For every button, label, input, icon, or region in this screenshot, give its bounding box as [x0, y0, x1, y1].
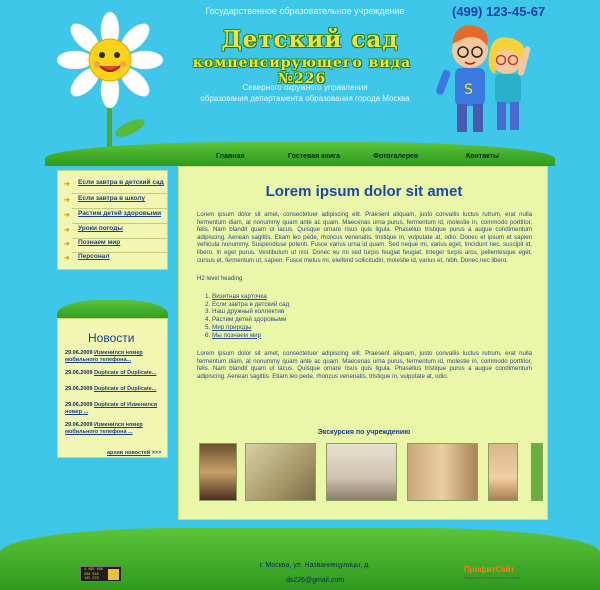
footer-address: г. Москва, ул. Названиецулицы, д. — [259, 562, 371, 569]
menu-divider — [72, 193, 167, 194]
list-item[interactable]: 5. Мир природы — [205, 323, 252, 331]
news-item[interactable]: 29.06.2009 Изменился номер мобильного телефона... — [65, 350, 143, 363]
svg-text:S: S — [464, 82, 473, 98]
menu-divider — [72, 208, 167, 209]
news-item[interactable]: 29.06.2009 Duplicate of Duplicate... — [65, 370, 157, 376]
arrow-right-icon: ➔ — [64, 197, 70, 204]
news-item[interactable]: 29.06.2009 Изменился номер мобильного телефона ... — [65, 422, 143, 435]
brand-tagline: Разработка и продвижение сайтов — [464, 576, 521, 580]
site-title-line2: компенсирующего вида №226 — [192, 55, 412, 87]
sidebar-item-kindergarten[interactable]: ➔ Если завтра в детский сад — [64, 179, 164, 188]
subtitle-line2: образования департамента образования города Москва — [200, 94, 410, 103]
sidebar-item-staff[interactable]: ➔ Персонал — [64, 253, 110, 262]
excursion-photo[interactable] — [245, 443, 316, 501]
excursion-photo[interactable] — [488, 443, 518, 501]
news-archive-link[interactable]: архив новостей >>> — [107, 450, 162, 456]
sidebar-item-world[interactable]: ➔ Познаем мир — [64, 239, 121, 248]
content-paragraph: Lorem ipsum dolor sit amet, consectetuer adipiscing elit. Praesent aliquam, justo convallis luctus rutrum, erat nulla fermentum diam, at nonummy quam ante ac quam. Maecenas urna purus, fermentum id, molestie in, commodo porttitor, felis. Nam blandit quam ut lacus. Quisque ornare risus quis ligula. Phasellus tristique purus a augue condimentum adipiscing. Aenean sagittis. Etiam leo pede, rhoncus venenatis, tristique in, vulputate at, odio. — [197, 350, 532, 380]
site-title-line1: Детский сад — [221, 26, 399, 53]
nav-contacts[interactable]: Контакты — [466, 153, 500, 160]
menu-divider — [72, 223, 167, 224]
arrow-right-icon: ➔ — [64, 255, 70, 262]
arrow-right-icon: ➔ — [64, 241, 70, 248]
excursion-photo[interactable] — [407, 443, 478, 501]
arrow-right-icon: ➔ — [64, 227, 70, 234]
nav-photo-gallery[interactable]: Фотогалерея — [373, 153, 418, 160]
list-item: 2. Если завтра в детский сад — [205, 300, 290, 308]
list-item[interactable]: 1. Визитная карточка — [205, 293, 267, 300]
news-item[interactable]: 29.06.2009 Duplicate of Duplicate... — [65, 386, 157, 392]
brand-name: ПрофитСайт — [464, 565, 515, 574]
arrow-right-icon: ➔ — [64, 181, 70, 188]
children-illustration — [435, 12, 535, 137]
developer-brand[interactable] — [460, 565, 540, 585]
news-item[interactable]: 29.06.2009 Duplicate of Изменился номер ... — [65, 402, 158, 415]
excursion-photo[interactable] — [326, 443, 397, 501]
news-title: Новости — [88, 331, 135, 345]
sidebar-item-health[interactable]: ➔ Растим детей здоровыми — [64, 210, 162, 219]
counter-arrow-icon — [108, 569, 119, 580]
visitor-counter[interactable] — [80, 566, 122, 582]
nav-home[interactable]: Главная — [216, 153, 245, 160]
content-list — [205, 293, 289, 339]
sidebar-menu — [57, 170, 168, 270]
list-item: 3. Наш дружный коллектив — [205, 308, 285, 316]
h2-heading: H2 level heading — [197, 275, 243, 282]
content-paragraph: Lorem ipsum dolor sit amet, consectetuer adipiscing elit. Praesent aliquam, justo convallis luctus rutrum, erat nulla fermentum diam, at nonummy quam ante ac quam. Maecenas urna purus, fermentum id, molestie in, commodo porttitor, felis. Nam blandit quam ut lacus. Quisque ornare risus quis ligula. Phasellus tristique purus a augue condimentum adipiscing. Aenean sagittis. Etiam leo pede, rhoncus venenatis, tristique in, vulputate at, odio. Donec et ipsum et sapien vehicula nonummy. Suspendisse potenti. Fusce varius urna id quam. Sed neque mi, varius eget, tincidunt nec, suscipit id, libero. In eget purus. Vestibulum ut nisl. Donec eu mi sed turpis feugiat feugiat. Integer turpis arcu, pellentesque eget, cursus et, fermentum ut, sapien. Fusce metus mi, eleifend sollicitudin, molestie id, varius et, nibh. Donec nec libero. — [197, 211, 532, 264]
nav-guestbook[interactable]: Гостевая книга — [288, 153, 340, 160]
phone-number: (499) 123-45-67 — [452, 4, 546, 19]
footer-email[interactable]: ds226@gmail.com — [285, 577, 345, 584]
sidebar-grass — [57, 300, 168, 320]
list-item: 4. Растим детей здоровыми — [205, 316, 287, 324]
excursion-photo[interactable] — [531, 443, 543, 501]
sidebar-item-school[interactable]: ➔ Если завтра в школу — [64, 195, 145, 204]
list-item[interactable]: 6. Мы познаем мир — [205, 331, 262, 339]
news-list — [57, 318, 168, 458]
page-heading: Lorem ipsum dolor sit amet — [265, 183, 463, 200]
subtitle-line1: Северного окружного управления — [242, 83, 368, 92]
sidebar-item-weather[interactable]: ➔ Уроки погоды — [64, 225, 123, 234]
arrow-right-icon: ➔ — [64, 212, 70, 219]
counter-values: 4 090 686 888 548 185 570 — [84, 568, 103, 581]
excursion-photo[interactable] — [199, 443, 237, 501]
main-content — [178, 166, 548, 520]
daisy-flower-logo — [55, 10, 165, 160]
institution-type-text: Государственное образовательное учреждение — [205, 6, 405, 16]
excursion-title: Экскурсия по учреждению — [317, 429, 411, 436]
